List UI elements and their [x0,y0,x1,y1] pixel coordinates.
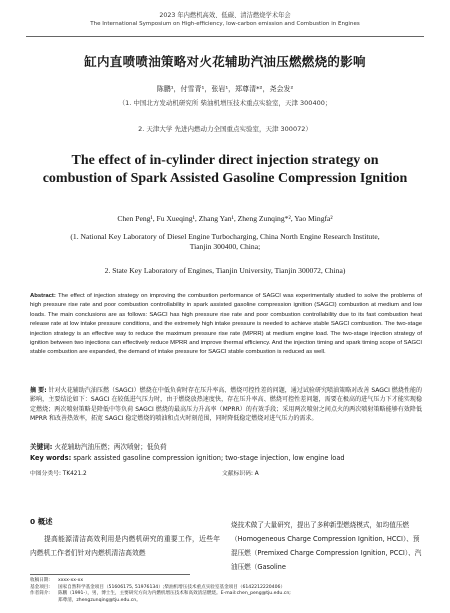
classification-line [30,468,422,477]
paper-title-en: The effect of in-cylinder direct injection strategy on combustion of Spark Assisted Gasoline Compression Ignition [42,153,408,186]
footnote-label: 基金项目: [30,584,50,590]
paper-title-zh: 缸内直喷喷油策略对火花辅助汽油压燃燃烧的影响 [84,54,366,69]
body-right-column: 烧技术做了大量研究，提出了多种新型燃烧模式，如均值压燃（Homogeneous Charge Compression Ignition, HCCI）、预混压燃（Premixed Charge Compression Ignition, PCCI）、汽油压燃（Gasoline [231,521,422,571]
proceedings-header-en: The International Symposium on High-efficiency, low-carbon emission and Combustion in Engines [90,21,360,27]
document-code: 文献标识码: A [222,471,259,477]
affiliation-en-1: (1. National Key Laboratory of Diesel Engine Turbocharging, China North Engine Research Institute, Tianjin 300400, China; [70,232,380,251]
abstract-text: The effect of injection strategy on improving the combustion performance of SAGCI was experimentally studied to solve the problems of high pressure rise rate and poor combustion controllability in spark assisted gasoline compression ignition (SAGCI) combustion at medium and low loads. The main conclusions are as follows: SAGCI has high pressure rise rate and poor combustion controllability due to its fast combustion heat release rate at low intake pressure conditions, and the extremely high intake pressure is needed to achieve stable SAGCI combustion. The two-stage injection strategy is an effective way to reduce the maximum pressure rise rate (MPRR) at medium engine load. The two-stage injection strategy of ignition between two injections can effectively reduce MPRR and improve thermal efficiency. And the injection timing and spark timing scope of SAGCI stable combustion are expanded, the demand of intake pressure for SAGCI stable combustion is reduced as well. [30,293,422,356]
body-left-column: 提高能源清洁高效利用是内燃机研究的重要工作，近些年内燃机工作者们针对内燃机清洁高效燃 [30,535,220,557]
affiliation-zh-1: （1. 中国北方发动机研究所 柴油机增压技术重点实验室，天津 300400； [118,99,332,107]
keywords-en [30,454,422,462]
keywords-zh-label: 关键词: [30,443,53,451]
footnote-text: 国家自然科学基金项目（51606175, 51976134）;柴油机增压技术重点实验室基金项目（6142212220406） [58,584,286,590]
affiliation-en-2: 2. State Key Laboratory of Engines, Tianjin University, Tianjin 300072, China) [104,266,346,275]
abstract-en [30,292,422,358]
footnote-label [30,598,58,605]
keywords-en-label: Key words: [30,454,72,462]
keywords-zh-text: 火花辅助汽油压燃；两次喷射；低负荷 [52,443,167,451]
author-list-en: Chen Peng¹, Fu Xueqing¹, Zhang Yan¹, Zheng Zunqing*², Yao Mingfa² [117,214,333,223]
footnote-row [30,578,430,585]
footnote-text: xxxx-xx-xx [58,578,84,583]
abstract-label: Abstract: [30,293,56,299]
footnote-label: 作者简介: [30,591,50,597]
abstract-zh [30,386,422,424]
affiliation-zh-2: 2. 天津大学 先进内燃动力全国重点实验室，天津 300072） [138,125,312,133]
clc-number: 中图分类号: TK421.2 [30,471,87,477]
footnotes [30,578,430,604]
abstract-zh-text: 针对火花辅助汽油压燃（SAGCI）燃烧在中低负荷时存在压升率高、燃烧可控性差的问题，通过试验研究喷油策略对改善 SAGCI 燃烧性能的影响，主要结论如下：SAGCI 在较低进气压力时，由于燃烧放热速度快，存在压升率高、燃烧可控性差问题，需要在极高的进气压力下才能实现稳定燃烧；两次喷射策略是降低中等负荷 SAGCI 燃烧的最高压力升高率（MPRR）的有效手段；采用两次喷射之间点火的两次喷射策略能够有效降低 MPRR 和改善热效率，拓宽 SAGCI 稳定燃烧的喷油和点火时刻范围，同时降低稳定燃烧对进气压力的需求。 [30,387,422,423]
footnote-divider [30,574,190,575]
keywords-zh [30,441,422,451]
author-list-zh: 陈鹏¹，付雪青¹，张岩¹，郑尊清*²，尧会发² [156,85,294,93]
section-heading: 0 概述 [30,517,53,526]
proceedings-header-zh: 2023 年内燃机高效、低碳、清洁燃烧学术年会 [159,12,291,19]
footnote-text: 陈鹏（1991-），男，博士生，主要研究方向为内燃机增压技术和高效清洁燃烧。E-mail:chen_peng@tju.edu.cn; [58,591,291,597]
keywords-en-text: spark assisted gasoline compression ignition; two-stage injection, low engine load [71,454,345,462]
footnote-row [30,598,430,605]
footnote-label: 收稿日期: [30,578,50,583]
abstract-zh-label: 摘 要: [30,387,47,394]
footnote-text: 郑尊清，zhengzunqing@tju.edu.cn。 [58,597,141,603]
header-divider [26,36,424,37]
footnote-row [30,591,430,598]
